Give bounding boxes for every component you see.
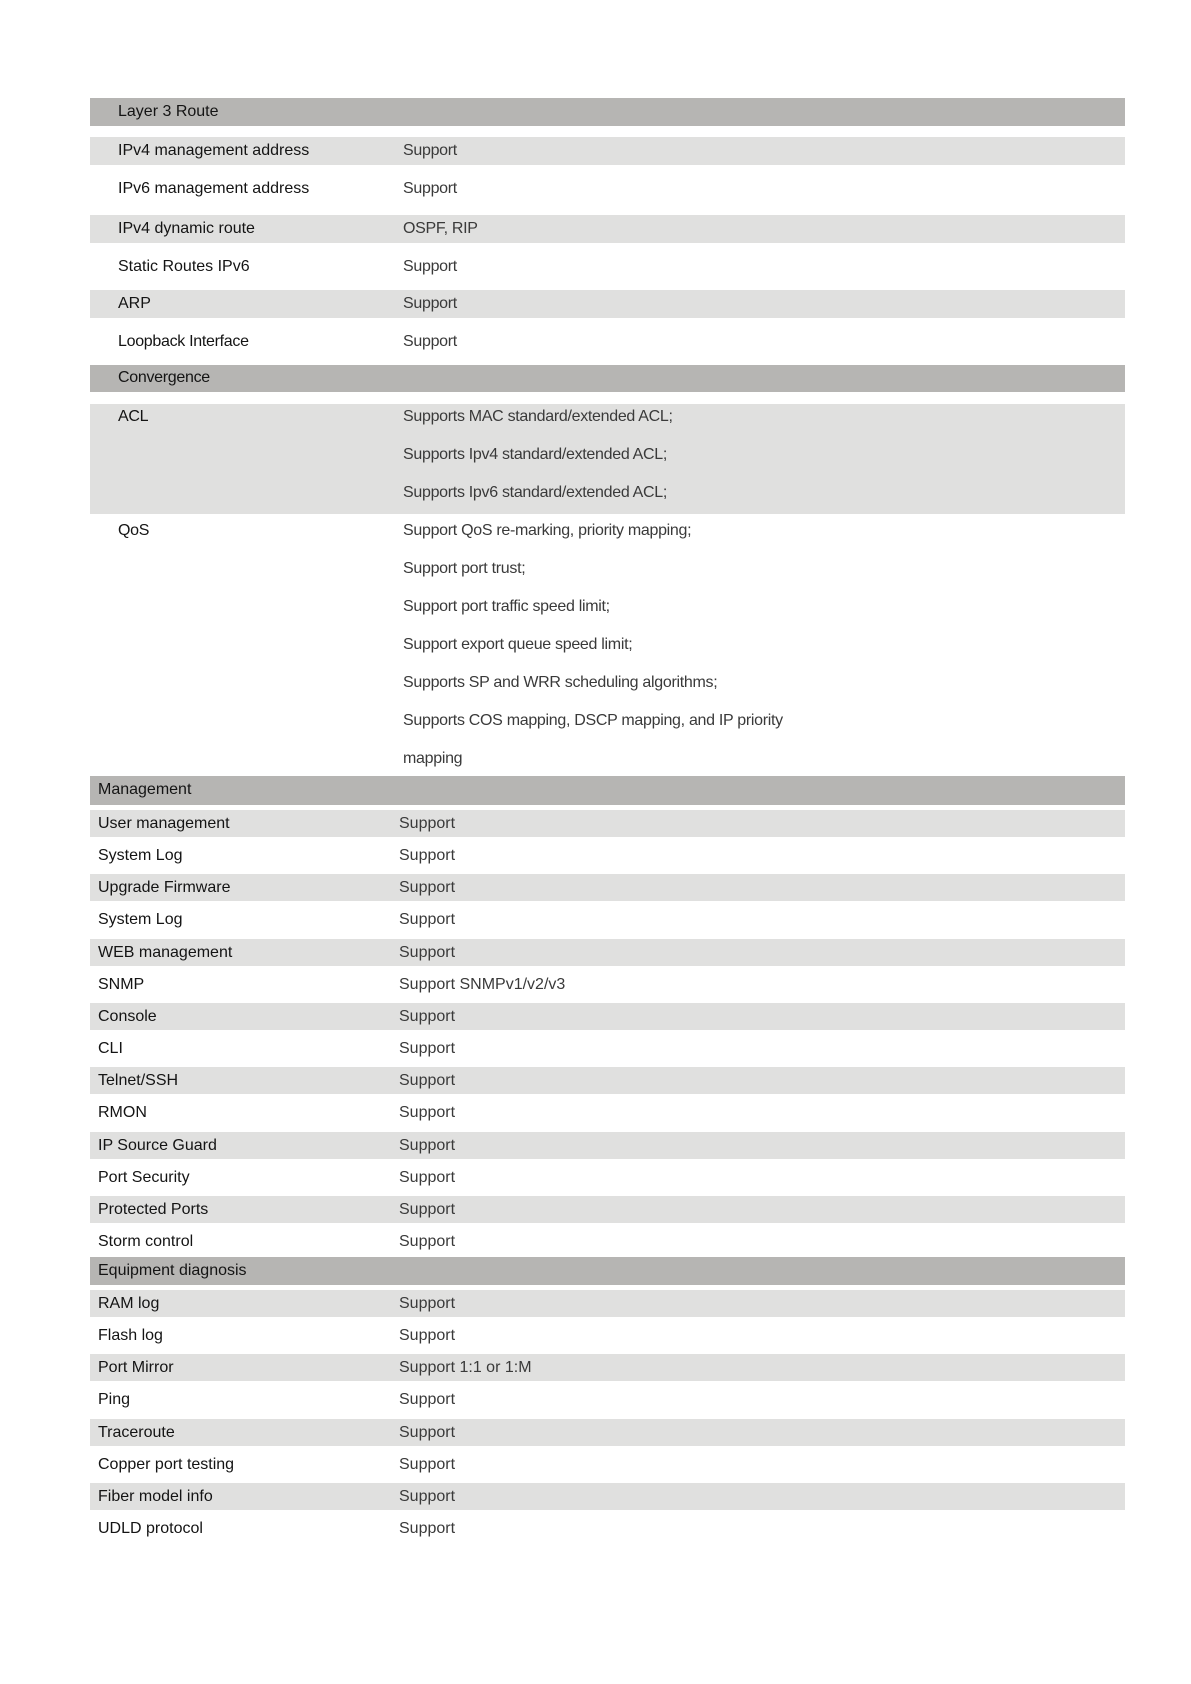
- row-label: IP Source Guard: [98, 1136, 217, 1154]
- row-value: Support: [399, 1327, 456, 1345]
- table-row: [90, 1322, 1125, 1349]
- row-label: RMON: [98, 1104, 147, 1122]
- table-row: [90, 1354, 1125, 1381]
- table-row: [90, 253, 1125, 281]
- row-label: Storm control: [98, 1232, 194, 1250]
- section-title: Management: [98, 781, 192, 798]
- row-value: Support: [399, 1423, 456, 1441]
- row-label: System Log: [98, 911, 183, 929]
- row-label: ARP: [118, 295, 151, 312]
- table-row: [90, 1164, 1125, 1191]
- section-header-management: [90, 776, 1125, 805]
- section-header-equipment-diagnosis: [90, 1257, 1125, 1285]
- row-label: Static Routes IPv6: [118, 258, 250, 275]
- table-row-qos: [90, 518, 1125, 774]
- table-row: [90, 1483, 1125, 1510]
- row-value: Support: [399, 1295, 456, 1312]
- row-value: OSPF, RIP: [403, 220, 478, 237]
- row-label: RAM log: [98, 1295, 160, 1312]
- value-line: Support port traffic speed limit;: [403, 598, 610, 615]
- table-row: [90, 1386, 1125, 1413]
- row-value: Support: [399, 847, 456, 865]
- table-row: [90, 175, 1125, 203]
- table-row: [90, 1003, 1125, 1030]
- row-label: ACL: [118, 408, 149, 425]
- row-value: Support: [403, 295, 457, 312]
- row-value: Support: [403, 258, 457, 275]
- row-value: Support: [403, 142, 457, 159]
- value-line: Supports Ipv4 standard/extended ACL;: [403, 446, 668, 463]
- row-label: IPv4 dynamic route: [118, 220, 255, 237]
- row-label: UDLD protocol: [98, 1520, 203, 1538]
- table-row-acl: [90, 404, 1125, 514]
- row-value: Support: [399, 879, 456, 897]
- row-value: Support 1:1 or 1:M: [399, 1359, 532, 1377]
- table-row: [90, 1228, 1125, 1255]
- table-row: [90, 215, 1125, 243]
- table-row: [90, 842, 1125, 869]
- row-label: Ping: [98, 1391, 131, 1409]
- row-label: Copper port testing: [98, 1455, 235, 1473]
- value-line: Supports COS mapping, DSCP mapping, and IP priority: [403, 712, 783, 729]
- table-row: [90, 137, 1125, 165]
- row-label: User management: [98, 815, 230, 832]
- table-row: [90, 1099, 1125, 1126]
- row-value: Support: [399, 1104, 456, 1122]
- section-header-layer3-route: [90, 98, 1125, 126]
- table-row: [90, 1196, 1125, 1223]
- section-title: Layer 3 Route: [118, 103, 219, 120]
- table-row: [90, 290, 1125, 318]
- row-value: Support: [399, 1007, 456, 1025]
- row-label: Protected Ports: [98, 1200, 209, 1218]
- spec-table: [90, 0, 1125, 1684]
- section-header-convergence: [90, 365, 1125, 392]
- row-value: Support SNMPv1/v2/v3: [399, 975, 566, 993]
- value-line: mapping: [403, 750, 463, 767]
- row-label: QoS: [118, 522, 150, 539]
- section-title: Convergence: [118, 369, 210, 386]
- row-label: SNMP: [98, 975, 145, 993]
- row-label: System Log: [98, 847, 183, 865]
- row-label: Telnet/SSH: [98, 1072, 179, 1090]
- row-label: Traceroute: [98, 1423, 175, 1441]
- table-row: [90, 1515, 1125, 1542]
- row-value: Support: [399, 1455, 456, 1473]
- row-value: Support: [399, 815, 456, 832]
- value-line: Support QoS re-marking, priority mapping;: [403, 522, 692, 539]
- value-line: Support export queue speed limit;: [403, 636, 633, 653]
- table-row: [90, 1419, 1125, 1446]
- section-title: Equipment diagnosis: [98, 1262, 247, 1279]
- row-value: Support: [399, 1391, 456, 1409]
- row-value: Support: [399, 1520, 456, 1538]
- table-row: [90, 906, 1125, 933]
- table-row: [90, 971, 1125, 998]
- row-label: Console: [98, 1007, 157, 1025]
- table-row: [90, 1035, 1125, 1062]
- row-label: Loopback Interface: [118, 333, 249, 350]
- row-value: Support: [399, 1072, 456, 1090]
- value-line: Supports MAC standard/extended ACL;: [403, 408, 673, 425]
- row-value: Support: [399, 1487, 456, 1505]
- row-value: Support: [399, 1040, 456, 1058]
- row-label: Flash log: [98, 1327, 163, 1345]
- row-label: Upgrade Firmware: [98, 879, 231, 897]
- row-value: Support: [403, 333, 457, 350]
- row-label: Port Mirror: [98, 1359, 174, 1377]
- row-label: CLI: [98, 1040, 123, 1058]
- table-row: [90, 874, 1125, 901]
- row-label: WEB management: [98, 943, 233, 961]
- table-row: [90, 1290, 1125, 1317]
- value-line: Supports SP and WRR scheduling algorithms;: [403, 674, 718, 691]
- row-value: Support: [399, 1136, 456, 1154]
- value-line: Supports Ipv6 standard/extended ACL;: [403, 484, 668, 501]
- row-label: IPv4 management address: [118, 142, 310, 159]
- row-value: Support: [399, 911, 456, 929]
- row-value: Support: [403, 180, 457, 197]
- table-row: [90, 810, 1125, 837]
- row-value: Support: [399, 943, 456, 961]
- row-value: Support: [399, 1232, 456, 1250]
- row-label: Fiber model info: [98, 1487, 213, 1505]
- row-value: Support: [399, 1168, 456, 1186]
- row-label: Port Security: [98, 1168, 190, 1186]
- table-row: [90, 1451, 1125, 1478]
- row-value: Support: [399, 1200, 456, 1218]
- row-label: IPv6 management address: [118, 180, 310, 197]
- table-row: [90, 939, 1125, 966]
- table-row: [90, 1067, 1125, 1094]
- table-row: [90, 1132, 1125, 1159]
- value-line: Support port trust;: [403, 560, 526, 577]
- table-row: [90, 328, 1125, 356]
